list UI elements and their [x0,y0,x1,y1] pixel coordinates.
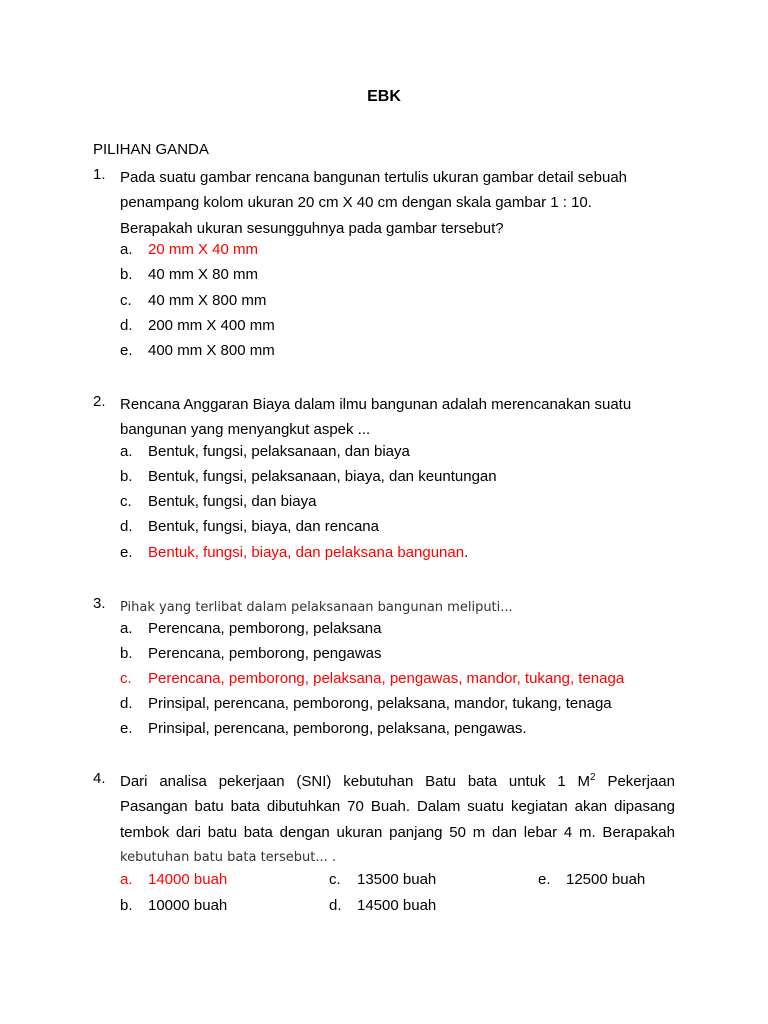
option-suffix: . [464,544,469,561]
question-number: 4. [93,770,106,787]
question-number: 3. [93,595,106,612]
option-text: Bentuk, fungsi, pelaksanaan, dan biaya [148,443,410,460]
option-text: 13500 buah [357,871,437,888]
question-line-part: Dari analisa pekerjaan (SNI) kebutuhan Batu bata untuk 1 M [120,773,591,790]
question-text [120,392,675,443]
question-line: Pasangan batu bata dibutuhkan 70 Buah. Dalam suatu kegiatan akan dipasang [120,798,675,816]
option-label: d. [120,695,133,712]
option-label: c. [329,871,341,888]
option-text: 40 mm X 80 mm [148,266,259,283]
question-text [120,165,675,241]
option-label: b. [120,468,133,485]
option-label: a. [120,241,133,258]
option-text: 12500 buah [566,871,646,888]
question-line: tembok dari batu bata dengan ukuran panjang 50 m dan lebar 4 m. Berapakah [120,823,675,841]
option-label: c. [120,670,132,687]
question-number: 1. [93,166,106,183]
option-text: 40 mm X 800 mm [148,292,267,309]
option-label: b. [120,266,133,283]
question-line [120,769,675,794]
option-label: d. [329,897,342,914]
option-text: Perencana, pemborong, pengawas [148,645,382,662]
question-line: Berapakah ukuran sesungguhnya pada gambar tersebut? [120,219,504,237]
question-line: Pada suatu gambar rencana bangunan tertulis ukuran gambar detail sebuah [120,169,628,186]
option-label: a. [120,871,133,888]
question-line: bangunan yang menyangkut aspek ... [120,421,371,439]
option-label: e. [120,544,133,561]
option-label: d. [120,518,133,535]
option-text: 200 mm X 400 mm [148,317,275,334]
option-text: Bentuk, fungsi, biaya, dan rencana [148,518,379,535]
question-line: kebutuhan batu bata tersebut... . [120,849,337,865]
option-text: Bentuk, fungsi, biaya, dan pelaksana bangunan [148,544,465,561]
option-text: Prinsipal, perencana, pemborong, pelaksana, pengawas. [148,720,527,737]
option-label: b. [120,645,133,662]
option-label: b. [120,897,133,914]
option-text: Bentuk, fungsi, dan biaya [148,493,317,510]
question-line-part: Pekerjaan [595,773,675,790]
option-text: 10000 buah [148,897,228,914]
option-label: e. [120,720,133,737]
question-line: penampang kolom ukuran 20 cm X 40 cm dengan skala gambar 1 : 10. [120,194,592,212]
question-number: 2. [93,393,106,410]
option-label: d. [120,317,133,334]
option-text: 400 mm X 800 mm [148,342,275,359]
option-label: e. [538,871,551,888]
question-text [120,769,675,870]
option-text: 14000 buah [148,871,228,888]
option-label: c. [120,292,132,309]
option-text: 14500 buah [357,897,437,914]
section-heading: PILIHAN GANDA [93,141,209,158]
option-text: Perencana, pemborong, pelaksana, pengawas, mandor, tukang, tenaga [148,670,625,687]
question-text: Pihak yang terlibat dalam pelaksanaan bangunan meliputi... [120,600,513,615]
option-text: Bentuk, fungsi, pelaksanaan, biaya, dan keuntungan [148,468,497,485]
option-label: a. [120,620,133,637]
page-title: EBK [367,88,401,105]
superscript: 2 [590,772,596,783]
option-text: Prinsipal, perencana, pemborong, pelaksana, mandor, tukang, tenaga [148,695,612,712]
option-label: a. [120,443,133,460]
option-text-wrap [148,544,468,561]
option-label: c. [120,493,132,510]
question-line: Rencana Anggaran Biaya dalam ilmu bangunan adalah merencanakan suatu [120,396,632,413]
option-text: 20 mm X 40 mm [148,241,259,258]
option-label: e. [120,342,133,359]
option-text: Perencana, pemborong, pelaksana [148,620,382,637]
